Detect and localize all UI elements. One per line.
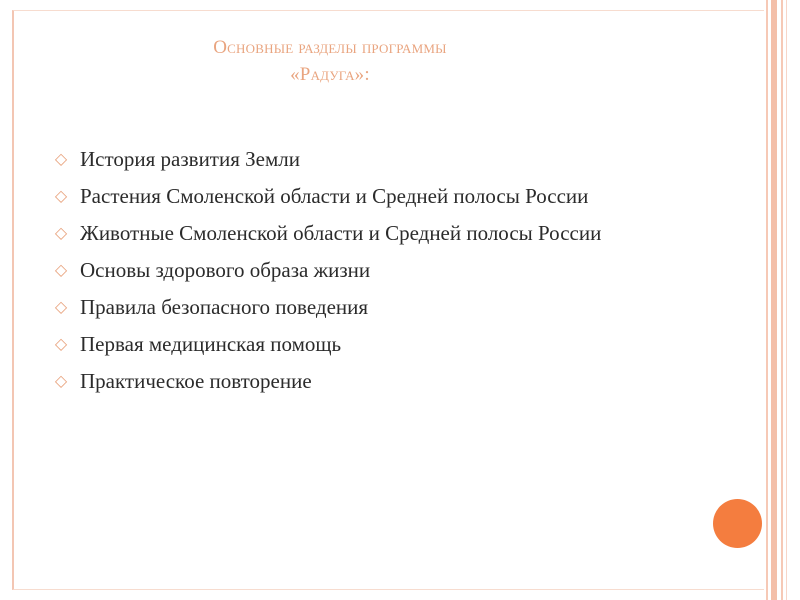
accent-circle-icon <box>713 499 762 548</box>
list-item-text: Практическое повторение <box>80 369 312 393</box>
diamond-bullet-icon: ◇ <box>54 149 68 168</box>
slide-title-line-1: Основные разделы программы <box>213 37 447 58</box>
list-item <box>52 180 692 212</box>
diamond-bullet-icon: ◇ <box>54 186 68 205</box>
list-item-text: Растения Смоленской области и Средней полосы России <box>80 184 589 208</box>
list-item <box>52 254 692 286</box>
list-item-text: Животные Смоленской области и Средней полосы России <box>80 221 602 245</box>
list-item <box>52 217 692 249</box>
diamond-bullet-icon: ◇ <box>54 371 68 390</box>
decorative-stripe <box>786 0 787 600</box>
list-item <box>52 291 692 323</box>
decorative-stripe <box>771 0 777 600</box>
list-item-text: История развития Земли <box>80 147 300 171</box>
list-item-text: Первая медицинская помощь <box>80 332 342 356</box>
slide-title-line-2: «Радуга»: <box>290 64 370 85</box>
slide-title <box>130 34 530 88</box>
diamond-bullet-icon: ◇ <box>54 334 68 353</box>
diamond-bullet-icon: ◇ <box>54 223 68 242</box>
decorative-stripe <box>781 0 783 600</box>
diamond-bullet-icon: ◇ <box>54 260 68 279</box>
list-item <box>52 143 692 175</box>
bullet-list <box>52 143 692 402</box>
decorative-stripe <box>766 0 768 600</box>
list-item <box>52 328 692 360</box>
diamond-bullet-icon: ◇ <box>54 297 68 316</box>
list-item-text: Правила безопасного поведения <box>80 295 369 319</box>
list-item <box>52 365 692 397</box>
list-item-text: Основы здорового образа жизни <box>80 258 371 282</box>
